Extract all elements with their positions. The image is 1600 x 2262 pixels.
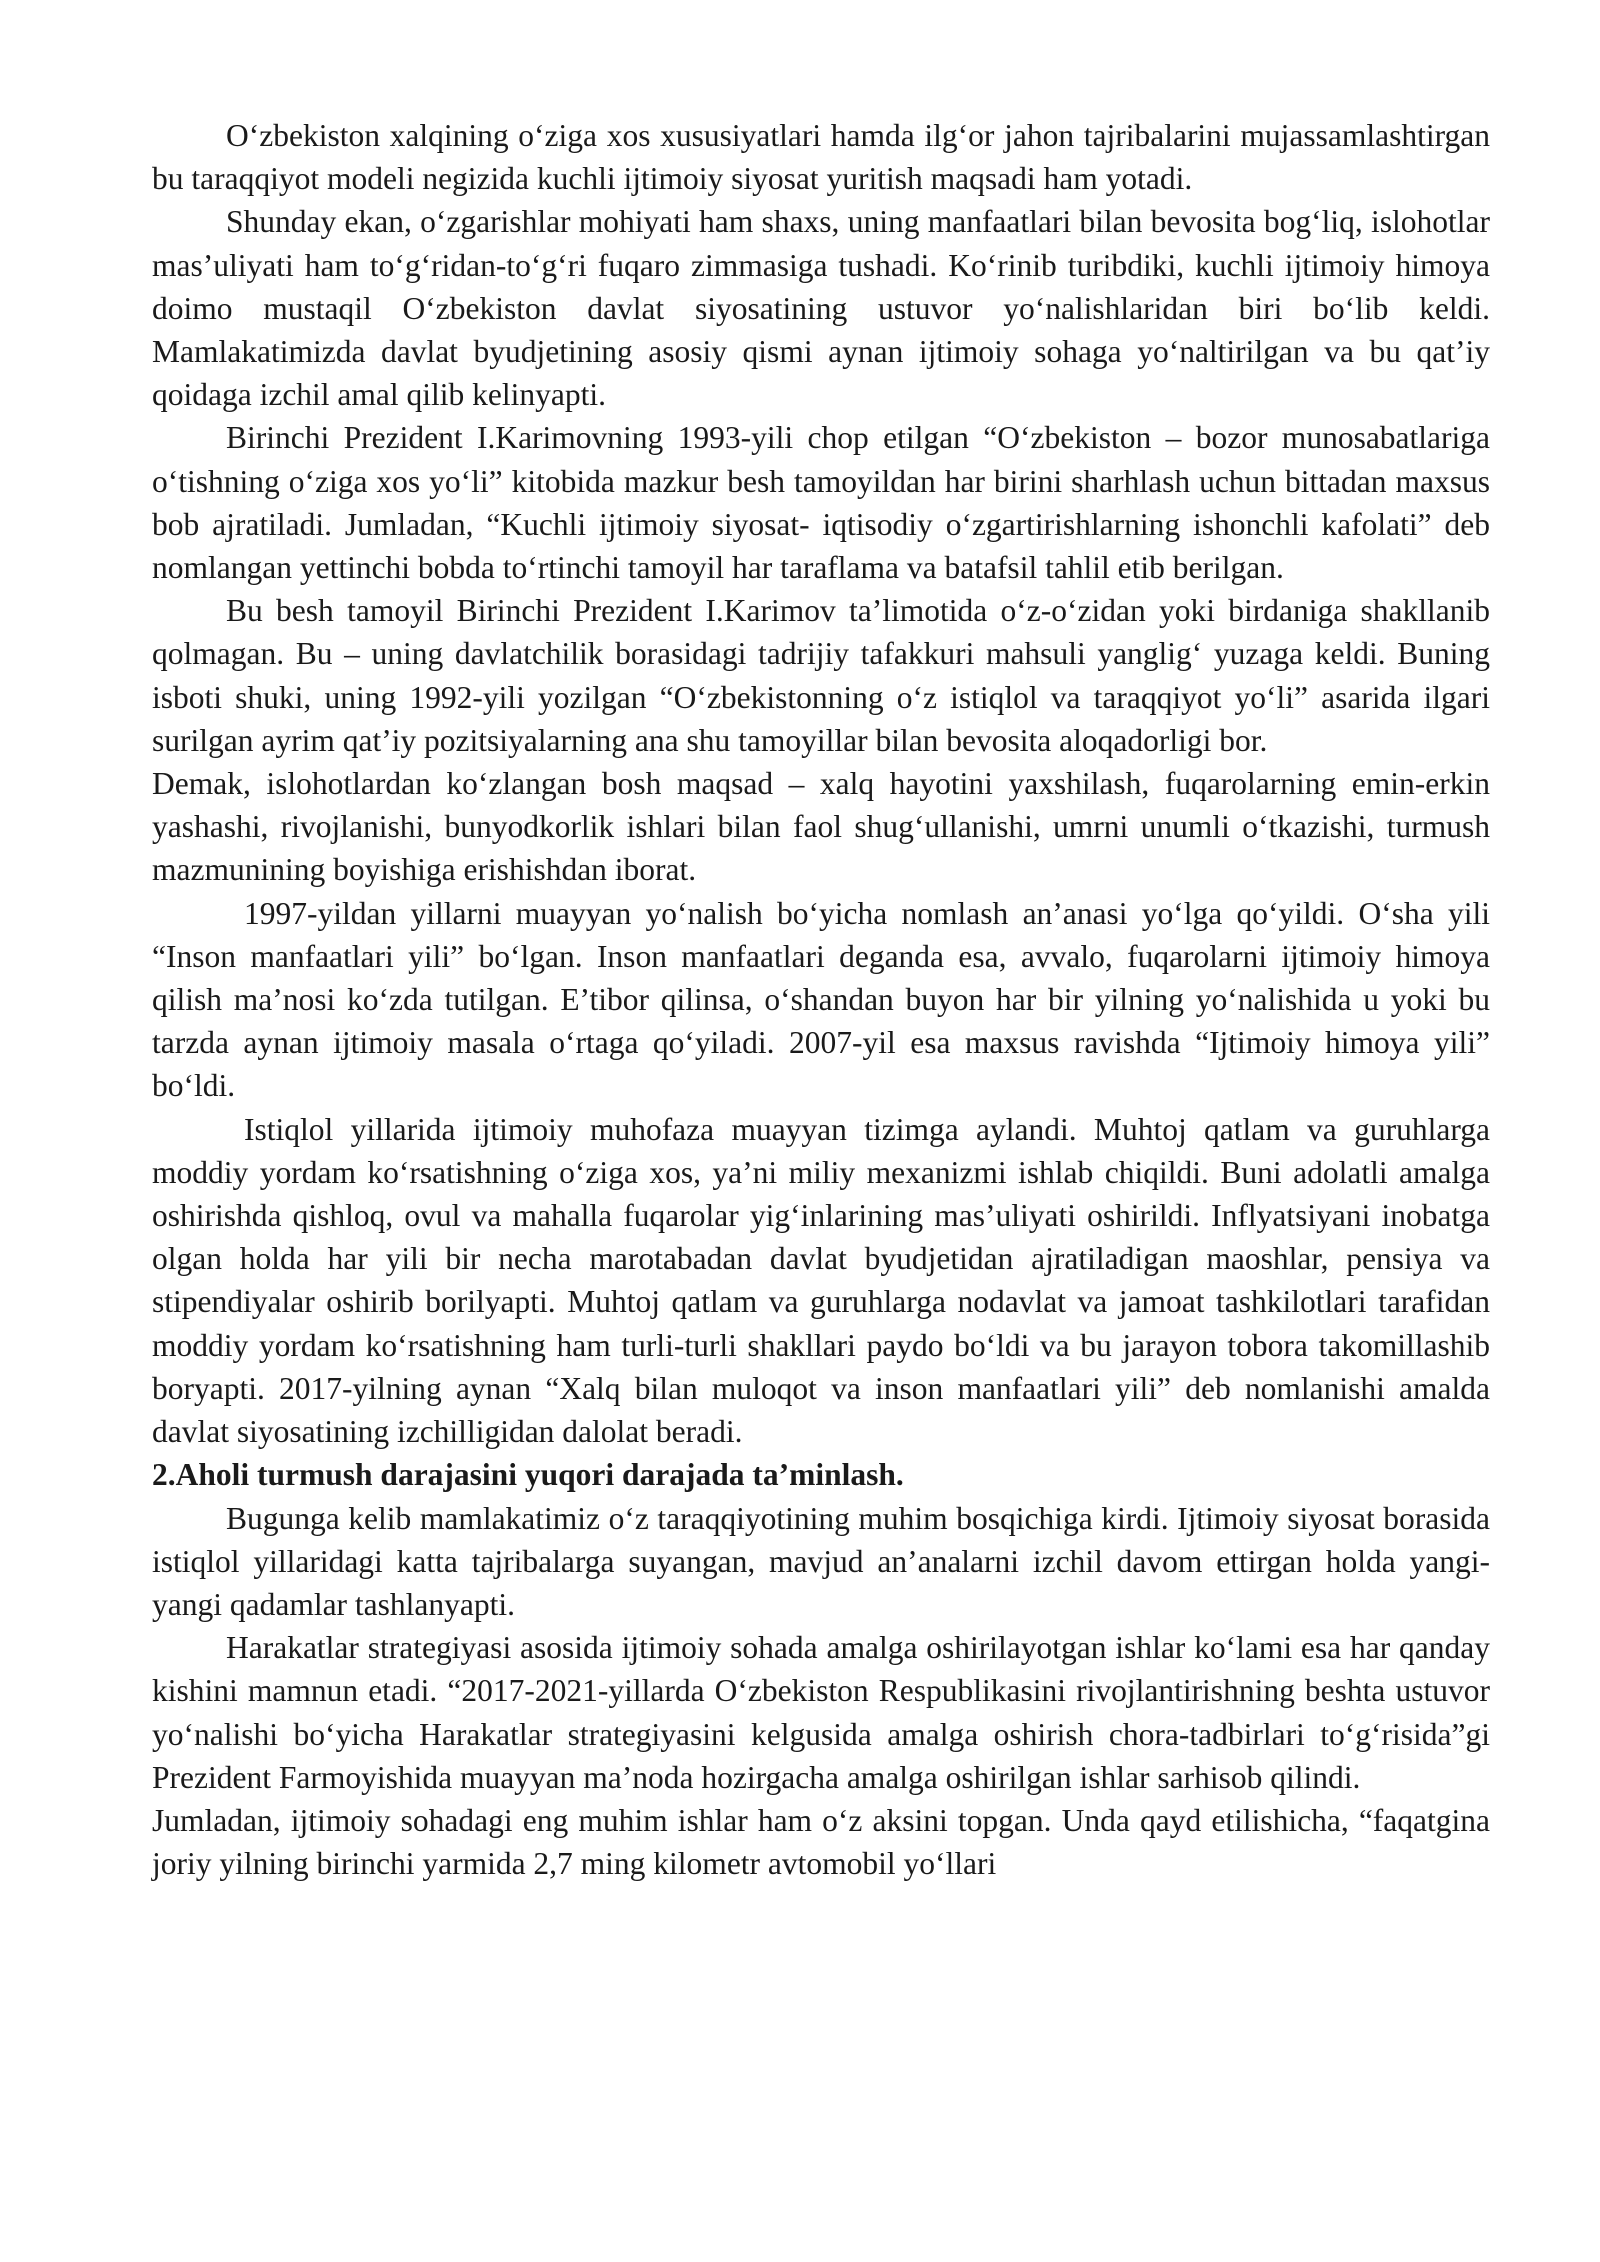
section-heading: 2.Aholi turmush darajasini yuqori darajada ta’minlash. (152, 1457, 904, 1493)
paragraph-6: 1997-yildan yillarni muayyan yo‘nalish bo‘yicha nomlash an’anasi yo‘lga qo‘yildi. O‘sha yili “Inson manfaatlari yili” bo‘lgan. Inson manfaatlari deganda esa, avvalo, fuqarolarni ijtimoiy himoya qilish ma’nosi ko‘zda tutilgan. E’tibor qilinsa, o‘shandan buyon har bir yilning yo‘nalishida u yoki bu tarzda aynan ijtimoiy masala o‘rtaga qo‘yiladi. 2007-yil esa maxsus ravishda “Ijtimoiy himoya yili” bo‘ldi. (152, 895, 1490, 1104)
paragraph-9: Harakatlar strategiyasi asosida ijtimoiy sohada amalga oshirilayotgan ishlar ko‘lami esa har qanday kishini mamnun etadi. “2017-2021-yillarda O‘zbekiston Respublikasini rivojlantirishning beshta ustuvor yo‘nalishi bo‘yicha Harakatlar strategiyasini kelgusida amalga oshirish chora-tadbirlari to‘g‘risida”gi Prezident Farmoyishida muayyan ma’noda hozirgacha amalga oshirilgan ishlar sarhisob qilindi. (152, 1630, 1490, 1795)
paragraph-8: Bugunga kelib mamlakatimiz o‘z taraqqiyotining muhim bosqichiga kirdi. Ijtimoiy siyosat borasida istiqlol yillaridagi katta tajribalarga suyangan, mavjud an’analarni izchil davom ettirgan holda yangi-yangi qadamlar tashlanyapti. (152, 1500, 1490, 1622)
paragraph-1: O‘zbekiston xalqining o‘ziga xos xususiyatlari hamda ilg‘or jahon tajribalarini mujassamlashtirgan bu taraqqiyot modeli negizida kuchli ijtimoiy siyosat yuritish maqsadi ham yotadi. (152, 118, 1490, 197)
paragraph-7: Istiqlol yillarida ijtimoiy muhofaza muayyan tizimga aylandi. Muhtoj qatlam va guruhlarga moddiy yordam ko‘rsatishning o‘ziga xos, ya’ni miliy mexanizmi ishlab chiqildi. Buni adolatli amalga oshirishda qishloq, ovul va mahalla fuqarolar yig‘inlarining mas’uliyati oshirildi. Inflyatsiyani inobatga olgan holda har yili bir necha marotabadan davlat byudjetidan ajratiladigan maoshlar, pensiya va stipendiyalar oshirib borilyapti. Muhtoj qatlam va guruhlarga nodavlat va jamoat tashkilotlari tarafidan moddiy yordam ko‘rsatishning ham turli-turli shakllari paydo bo‘ldi va bu jarayon tobora takomillashib boryapti. 2017-yilning aynan “Xalq bilan muloqot va inson manfaatlari yili” deb nomlanishi amalda davlat siyosatining izchilligidan dalolat beradi. (152, 1111, 1490, 1450)
paragraph-3: Birinchi Prezident I.Karimovning 1993-yili chop etilgan “O‘zbekiston – bozor munosabatlariga o‘tishning o‘ziga xos yo‘li” kitobida mazkur besh tamoyildan har birini sharhlash uchun bittadan maxsus bob ajratiladi. Jumladan, “Kuchli ijtimoiy siyosat- iqtisodiy o‘zgartirishlarning ishonchli kafolati” deb nomlangan yettinchi bobda to‘rtinchi tamoyil har taraflama va batafsil tahlil etib berilgan. (152, 420, 1490, 586)
paragraph-2: Shunday ekan, o‘zgarishlar mohiyati ham shaxs, uning manfaatlari bilan bevosita bog‘liq, islohotlar mas’uliyati ham to‘g‘ridan-to‘g‘ri fuqaro zimmasiga tushadi. Ko‘rinib turibdiki, kuchli ijtimoiy himoya doimo mustaqil O‘zbekiston davlat siyosatining ustuvor yo‘nalishlaridan biri bo‘lib keldi. Mamlakatimizda davlat byudjetining asosiy qismi aynan ijtimoiy sohaga yo‘naltirilgan va bu qat’iy qoidaga izchil amal qilib kelinyapti. (152, 204, 1490, 413)
paragraph-10: Jumladan, ijtimoiy sohadagi eng muhim ishlar ham o‘z aksini topgan. Unda qayd etilishicha, “faqatgina joriy yilning birinchi yarmida 2,7 ming kilometr avtomobil yo‘llari (152, 1802, 1490, 1882)
paragraph-5: Demak, islohotlardan ko‘zlangan bosh maqsad – xalq hayotini yaxshilash, fuqarolarning emin-erkin yashashi, rivojlanishi, bunyodkorlik ishlari bilan faol shug‘ullanishi, umrni unumli o‘tkazishi, turmush mazmunining boyishiga erishishdan iborat. (152, 766, 1490, 888)
document-page (152, 114, 1490, 1885)
paragraph-4: Bu besh tamoyil Birinchi Prezident I.Karimov ta’limotida o‘z-o‘zidan yoki birdaniga shakllanib qolmagan. Bu – uning davlatchilik borasidagi tadrijiy tafakkuri mahsuli yanglig‘ yuzaga keldi. Buning isboti shuki, uning 1992-yili yozilgan “O‘zbekistonning o‘z istiqlol va taraqqiyot yo‘li” asarida ilgari surilgan ayrim qat’iy pozitsiyalarning ana shu tamoyillar bilan bevosita aloqadorligi bor. (152, 593, 1490, 758)
